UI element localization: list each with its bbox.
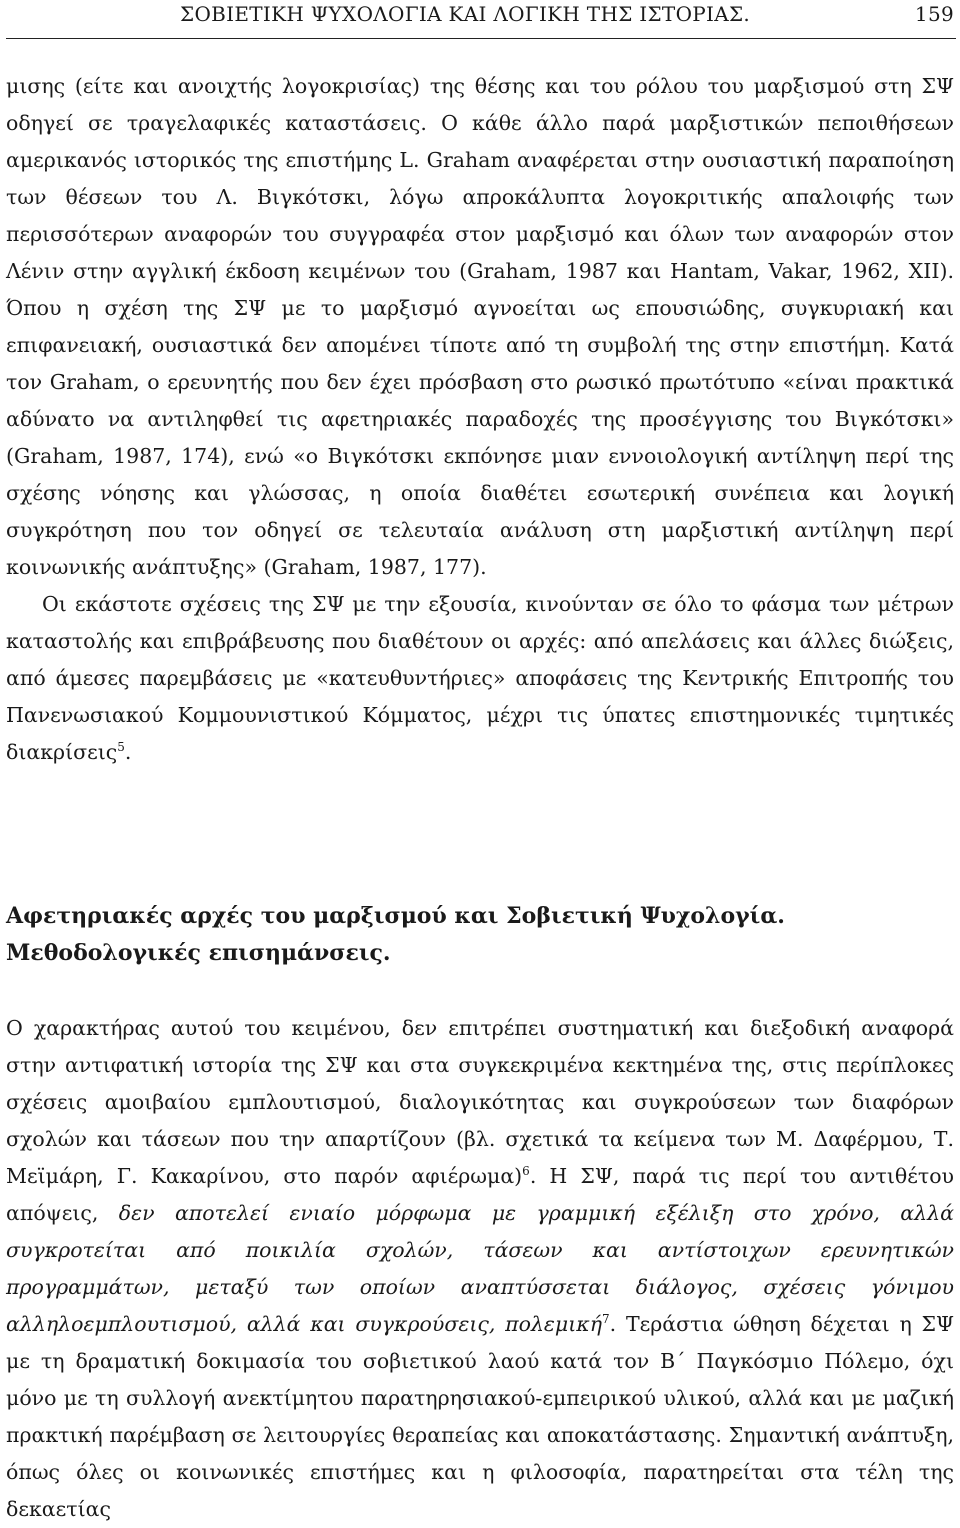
section-heading-line-1: Αφετηριακές αρχές του μαρξισμού και Σοβιετική Ψυχολογία. [6, 903, 785, 929]
paragraph-3-part-1: Ο χαρακτήρας αυτού του κειμένου, δεν επιτρέπει συστηματική και διεξοδική αναφορά στην αντιφατική ιστορία της ΣΨ και στα συγκεκριμένα κεκτημένα της, στις περίπλοκες σχέσεις αμοιβαίου εμπλουτισμού, διαλογικότητας και συγκρούσεων των διαφόρων σχολών και τάσεων που την απαρτίζουν (βλ. σχετικά τα κείμενα των Μ. Δαφέρμου, Τ. Μεϊμάρη, Γ. Κακαρίνου, στο παρόν αφιέρωμα) [6, 1016, 954, 1188]
running-head-title: ΣΟΒΙΕΤΙΚΗ ΨΥΧΟΛΟΓΙΑ ΚΑΙ ΛΟΓΙΚΗ ΤΗΣ ΙΣΤΟΡΙΑΣ. [180, 2, 751, 26]
header-rule [6, 38, 956, 39]
paragraph-3 [6, 1010, 954, 1528]
section-heading [6, 898, 954, 972]
footnote-ref-6: 6 [522, 1164, 530, 1179]
footnote-ref-5: 5 [117, 740, 125, 755]
paragraph-3-part-2: . Η ΣΨ, παρά τις περί του αντιθέτου απόψεις, [6, 1164, 954, 1225]
running-head [0, 0, 960, 28]
paragraph-3-italic: δεν αποτελεί ενιαίο μόρφωμα με γραμμική εξέλιξη στο χρόνο, αλλά συγκροτείται από ποικιλία σχολών, τάσεων και αντίστοιχων ερευνητικών προγραμμάτων, μεταξύ των οποίων αναπτύσσεται διάλογος, σχέσεις γόνιμου αλληλοεμπλουτισμού, αλλά και συγκρούσεις, πολεμική [6, 1201, 954, 1336]
footnote-ref-7: 7 [602, 1312, 610, 1327]
paragraph-2-end: . [124, 740, 132, 764]
paragraph-3-part-3: . Τεράστια ώθηση δέχεται η ΣΨ με τη δραματική δοκιμασία του σοβιετικού λαού κατά τον Β΄ Παγκόσμιο Πόλεμο, όχι μόνο με τη συλλογή ανεκτίμητου παρατηρησιακού-εμπειρικού υλικού, αλλά και με μαζική πρακτική παρέμβαση σε λειτουργίες θεραπείας και αποκατάστασης. Σημαντική ανάπτυξη, όπως όλες οι κοινωνικές επιστήμες και η φιλοσοφία, παρατηρείται στα τέλη της δεκαετίας [6, 1312, 954, 1521]
body-text-top [6, 68, 954, 771]
body-text-bottom [6, 1010, 954, 1528]
paragraph-2-text: Οι εκάστοτε σχέσεις της ΣΨ με την εξουσία, κινούνταν σε όλο το φάσμα των μέτρων καταστολής και επιβράβευσης που διαθέτουν οι αρχές: από απελάσεις και άλλες διώξεις, από άμεσες παρεμβάσεις με «κατευθυντήριες» αποφάσεις της Κεντρικής Επιτροπής του Πανενωσιακού Κομμουνιστικού Κόμματος, μέχρι τις ύπατες επιστημονικές τιμητικές διακρίσεις [6, 592, 954, 764]
paragraph-2 [6, 586, 954, 771]
page-number: 159 [914, 2, 954, 26]
section-heading-line-2: Μεθοδολογικές επισημάνσεις. [6, 940, 391, 966]
paragraph-1: μισης (είτε και ανοιχτής λογοκρισίας) της θέσης και του ρόλου του μαρξισμού στη ΣΨ οδηγεί σε τραγελαφικές καταστάσεις. Ο κάθε άλλο παρά μαρξιστικών πεποιθήσεων αμερικανός ιστορικός της επιστήμης L. Graham αναφέρεται στην ουσιαστική παραποίηση των θέσεων του Λ. Βιγκότσκι, λόγω απροκάλυπτα λογοκριτικής απαλοιφής των περισσότερων αναφορών του συγγραφέα στον μαρξισμό και όλων των αναφορών στον Λένιν στην αγγλική έκδοση κειμένων του (Graham, 1987 και Hantam, Vakar, 1962, XII). Όπου η σχέση της ΣΨ με το μαρξισμό αγνοείται ως επουσιώδης, συγκυριακή και επιφανειακή, ουσιαστικά δεν απομένει τίποτε από τη συμβολή της στην επιστήμη. Κατά τον Graham, ο ερευνητής που δεν έχει πρόσβαση στο ρωσικό πρωτότυπο «είναι πρακτικά αδύνατο να αντιληφθεί τις αφετηριακές παραδοχές της προσέγγισης του Βιγκότσκι» (Graham, 1987, 174), ενώ «ο Βιγκότσκι εκπόνησε μιαν εννοιολογική αντίληψη περί της σχέσης νόησης και γλώσσας, η οποία διαθέτει εσωτερική συνέπεια και λογική συγκρότηση που τον οδηγεί σε τελευταία ανάλυση στη μαρξιστική αντίληψη περί κοινωνικής ανάπτυξης» (Graham, 1987, 177). [6, 74, 954, 579]
